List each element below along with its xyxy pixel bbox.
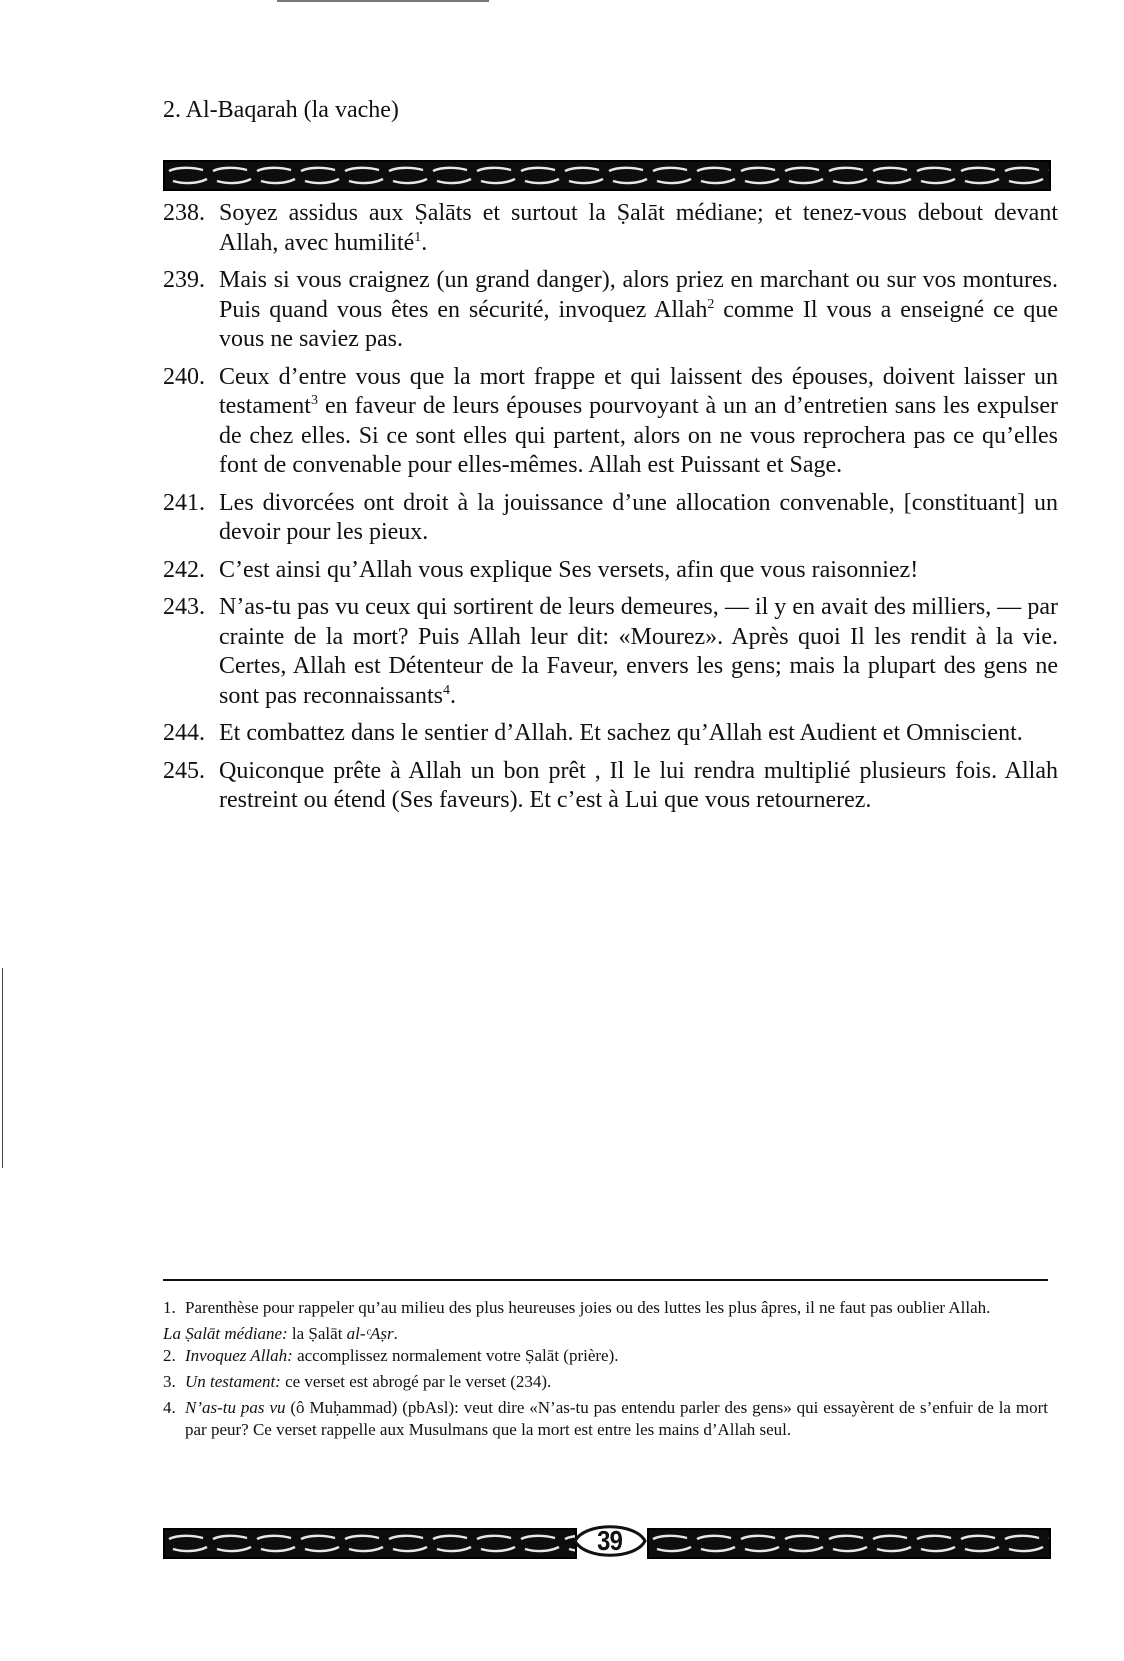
- verse-243: 243. N’as-tu pas vu ceux qui sortirent de leurs demeures, — il y en avait des milliers, — par crainte de la mort? Puis Allah leur dit: «Mourez». Après quoi Il les rendit à la vie. Certes, Allah est Détenteur de la Faveur, envers les gens; mais la plupart des gens ne sont pas reconnaissants$^4$.: [163, 594, 1058, 709]
- verse-242: 242. C’est ainsi qu’Allah vous explique Ses versets, afin que vous raisonniez!: [163, 556, 919, 583]
- footnote-4: 4. N’as-tu pas vu (ô Muḥammad) (pbAsl): veut dire «N’as-tu pas entendu parler des gens» qui essayèrent de s’enfuir de la mort par peur? Ce verset rappelle aux Musulmans que la mort est entre les mains d’Allah seul.: [163, 1398, 1048, 1439]
- ornament-band-top: [163, 160, 1051, 191]
- footnote-ref[interactable]: 3: [310, 393, 318, 408]
- verse-244: 244. Et combattez dans le sentier d’Allah. Et sachez qu’Allah est Audient et Omniscient.: [163, 720, 1023, 746]
- footnote-ref[interactable]: 1: [414, 229, 422, 245]
- footnote-1: 1. Parenthèse pour rappeler qu’au milieu des plus heureuses joies ou des luttes les plus âpres, il ne faut pas oublier Allah.: [163, 1298, 991, 1317]
- footnote-ref[interactable]: 4: [442, 682, 450, 698]
- footnote-1-subnote: La Ṣalāt médiane: la Ṣalāt al-ᶜAṣr.: [163, 1324, 398, 1343]
- verse-239: 239. Mais si vous craignez (un grand danger), alors priez en marchant ou sur vos montures. Puis quand vous êtes en sécurité, invoquez Allah$^2$ comme Il vous a enseigné ce que vous ne saviez pas.: [163, 267, 1058, 352]
- footnote-3: 3. Un testament: ce verset est abrogé par le verset (234).: [163, 1372, 552, 1391]
- verse-245: 245. Quiconque prête à Allah un bon prêt , Il le lui rendra multiplié plusieurs fois. Allah restreint ou étend (Ses faveurs). Et c’est à Lui que vous retournerez.: [163, 757, 1058, 813]
- footnote-ref[interactable]: 2: [707, 296, 715, 312]
- scan-edge-left: [2, 968, 3, 1168]
- verse-list: [163, 199, 1058, 824]
- verse-240: 240. Ceux d’entre vous que la mort frappe et qui laissent des épouses, doivent laisser un testament$^3$ en faveur de leurs épouses pourvoyant à un an d’entretien sans les expulser de chez elles. Si ce sont elles qui partent, alors on ne vous reprochera pas ce qu’elles font de convenable pour elles-mêmes. Allah est Puissant et Sage.: [163, 363, 1058, 478]
- footnotes: [163, 1297, 1048, 1445]
- scan-edge-top: [277, 0, 489, 2]
- footnote-2: 2. Invoquez Allah: accomplissez normalement votre Ṣalāt (prière).: [163, 1346, 619, 1365]
- page-number: 39: [597, 1525, 623, 1556]
- footnote-divider: [163, 1279, 1048, 1281]
- ornament-band-bottom-right: [647, 1528, 1051, 1559]
- ornament-pattern: [649, 1530, 1049, 1557]
- verse-241: 241. Les divorcées ont droit à la jouissance d’une allocation convenable, [constituant] un devoir pour les pieux.: [163, 489, 1058, 545]
- ornament-pattern: [165, 162, 1049, 189]
- verse-238: 238. Soyez assidus aux Ṣalāts et surtout la Ṣalāt médiane; et tenez-vous debout devant Allah, avec humilité$^1$.: [163, 200, 1058, 256]
- page-header-title: 2. Al-Baqarah (la vache): [163, 97, 399, 123]
- ornament-pattern: [165, 1530, 575, 1557]
- ornament-band-bottom-left: [163, 1528, 577, 1559]
- page-number-badge: [573, 1518, 647, 1564]
